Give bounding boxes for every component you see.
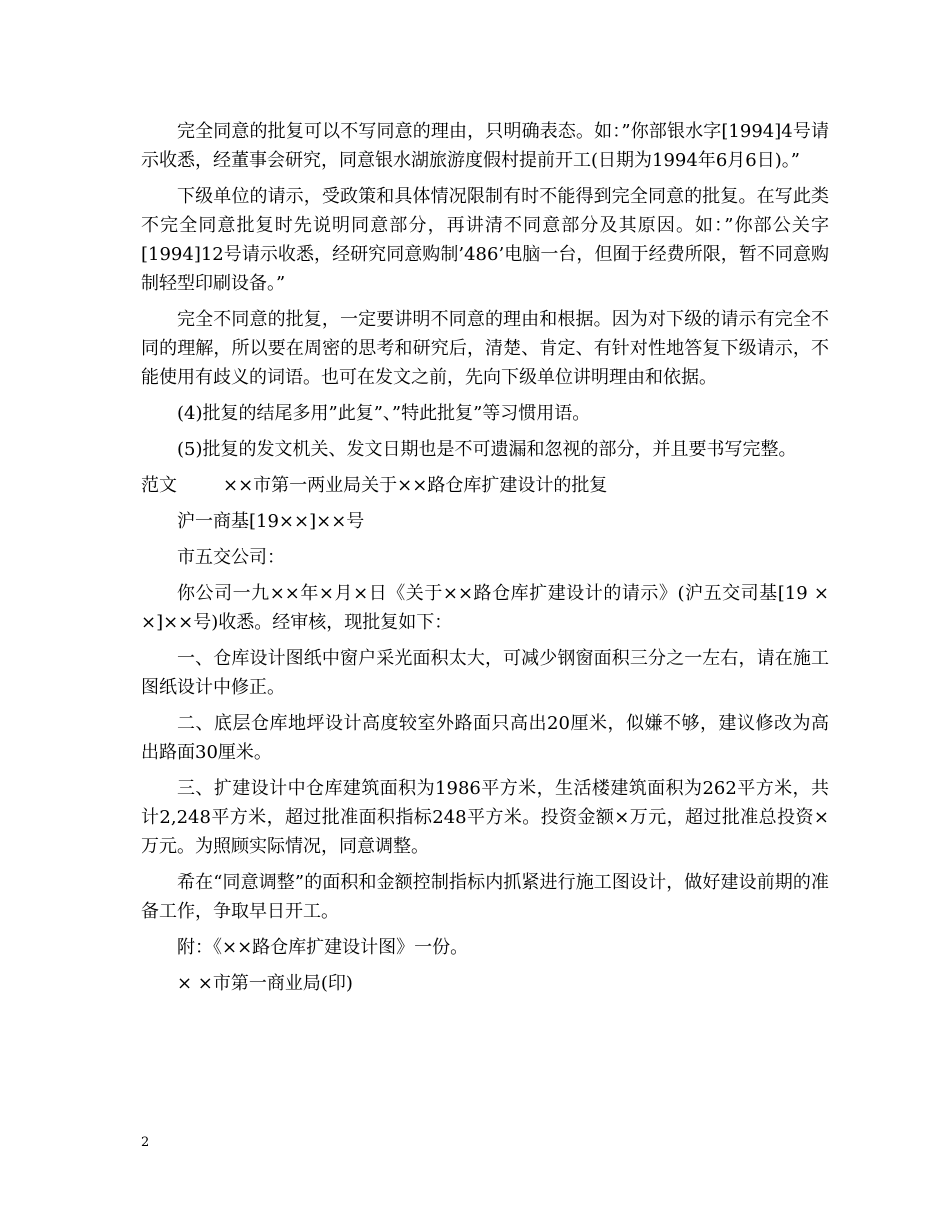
page-number: 2	[141, 1135, 150, 1150]
paragraph-full-approval: 完全同意的批复可以不写同意的理由，只明确表态。如：”你部银水字[1994]4号请示收悉，经董事会研究，同意银水湖旅游度假村提前开工(日期为1994年6月6日)。”	[141, 121, 829, 171]
paragraph-partial-approval: 下级单位的请示，受政策和具体情况限制有时不能得到完全同意的批复。在写此类不完全同意批复时先说明同意部分，再讲清不同意部分及其原因。如：”你部公关字[1994]12号请示收悉，经研究同意购制’486’电脑一台，但囿于经费所限，暂不同意购制轻型印刷设备。”	[141, 186, 829, 294]
document-body	[141, 117, 829, 1005]
item-two: 二、底层仓库地坪设计高度较室外路面只高出20厘米，似嫌不够，建议修改为高出路面30厘米。	[141, 713, 829, 763]
intro-paragraph: 你公司一九××年×月×日《关于××路仓库扩建设计的请示》(沪五交司基[19 × ×]××号)收悉。经审核，现批复如下：	[141, 583, 829, 633]
document-number: 沪一商基[19××]××号	[177, 511, 365, 532]
paragraph-disapproval: 完全不同意的批复，一定要讲明不同意的理由和根据。因为对下级的请示有完全不同的理解，所以要在周密的思考和研究后，清楚、肯定、有针对性地答复下级请示，不能使用有歧义的词语。也可在发文之前，先向下级单位讲明理由和依据。	[141, 309, 829, 388]
sample-label: 范文	[141, 475, 177, 496]
item-one: 一、仓库设计图纸中窗户采光面积太大，可减少钢窗面积三分之一左右，请在施工图纸设计中修正。	[141, 648, 829, 698]
issuer-line: × ×市第一商业局(印)	[177, 973, 353, 994]
sample-heading	[141, 471, 829, 500]
item-three: 三、扩建设计中仓库建筑面积为1986平方米，生活楼建筑面积为262平方米，共计2,248平方米，超过批准面积指标248平方米。投资金额×万元，超过批准总投资×万元。为照顾实际情况，同意调整。	[141, 778, 829, 857]
closing-paragraph: 希在“同意调整”的面积和金额控制指标内抓紧进行施工图设计，做好建设前期的准备工作，争取早日开工。	[141, 872, 829, 922]
attachment-line: 附：《××路仓库扩建设计图》一份。	[177, 937, 469, 958]
paragraph-closing-phrases: (4)批复的结尾多用”此复”、”特此批复”等习惯用语。	[177, 403, 591, 424]
sample-title: ××市第一两业局关于××路仓库扩建设计的批复	[223, 475, 608, 496]
paragraph-issuer-date: (5)批复的发文机关、发文日期也是不可遗漏和忽视的部分，并且要书写完整。	[177, 439, 797, 460]
recipient: 市五交公司：	[177, 547, 285, 568]
